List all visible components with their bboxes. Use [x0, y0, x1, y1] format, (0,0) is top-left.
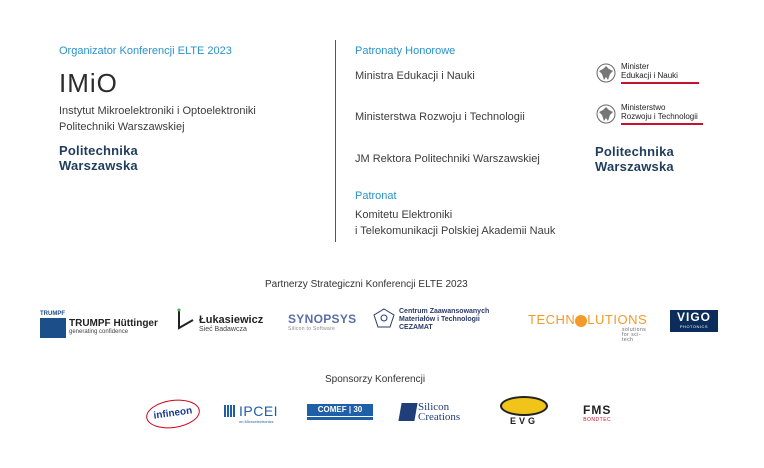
institute-line-2: Politechniki Warszawskiej [59, 121, 185, 133]
patronage-item-2: Ministerstwa Rozwoju i Technologii [355, 111, 525, 123]
pw-logo-line-2: Warszawska [59, 158, 138, 173]
ministry-development-logo [595, 103, 703, 125]
techsolutions-sub: solutions for sci-tech [622, 327, 647, 343]
patron-line-1: Komitetu Elektroniki [355, 209, 453, 221]
synopsys-name: SYNOPSYS [288, 312, 357, 326]
lukasiewicz-sub: Sieć Badawcza [199, 326, 247, 333]
trumpf-top: TRUMPF [40, 311, 65, 317]
comef-logo [307, 404, 373, 416]
imio-logo: IMiO [59, 68, 118, 98]
lukasiewicz-logo [176, 308, 263, 333]
patronage-title: Patronaty Honorowe [355, 45, 456, 57]
patronage-item-1: Ministra Edukacji i Nauki [355, 70, 475, 82]
trumpf-name: TRUMPF Hüttinger [69, 318, 158, 329]
vigo-sub: PHOTONICS [679, 324, 709, 329]
cezamat-mark-icon [373, 308, 395, 328]
ministry-development-line-1: Ministerstwo [621, 103, 666, 112]
infineon-logo: infineon [144, 396, 201, 431]
pw-logo [59, 143, 138, 173]
cezamat-line-2: Materiałów i Technologii [399, 316, 480, 323]
pw-logo-rector [595, 144, 674, 174]
ipcei-logo [224, 403, 279, 424]
trumpf-logo [40, 311, 158, 338]
ministry-education-logo [595, 62, 699, 84]
cezamat-line-3: CEZAMAT [399, 324, 433, 331]
techsolutions-logo [528, 312, 648, 343]
techsolutions-a: TECHN [528, 312, 576, 327]
patron-title: Patronat [355, 190, 397, 202]
synopsys-sub: Silicon to Software [288, 326, 336, 332]
trumpf-sub: generating confidence [69, 329, 129, 335]
sponsors-title: Sponsorzy Konferencji [325, 374, 426, 385]
organizer-title: Organizator Konferencji ELTE 2023 [59, 45, 232, 57]
evg-name: EVG [509, 416, 538, 426]
vigo-name: VIGO [676, 310, 711, 324]
silicon-line-1: Silicon [418, 401, 450, 413]
ipcei-sub: on Microelectronics [239, 419, 274, 424]
techsolutions-b: LUTIONS [587, 312, 648, 327]
vigo-logo [670, 310, 718, 332]
pw-rector-line-1: Politechnika [595, 144, 674, 159]
patron-committee [355, 207, 555, 239]
silicon-creations-logo [400, 402, 460, 422]
fms-bondtec-logo [583, 403, 611, 423]
trumpf-block-icon [40, 318, 66, 338]
ministry-development-line-2: Rozwoju i Technologii [621, 112, 698, 121]
synopsys-logo [288, 312, 356, 332]
eagle-emblem-icon [595, 103, 617, 125]
cezamat-logo [373, 308, 489, 332]
silicon-creations-mark-icon [398, 403, 417, 421]
ministry-education-line-2: Edukacji i Nauki [621, 71, 678, 80]
ministry-education-line-1: Minister [621, 62, 650, 71]
evg-logo [500, 396, 548, 426]
patron-line-2: i Telekomunikacji Polskiej Akademii Nauk [355, 225, 556, 237]
techsolutions-dot-icon [575, 315, 587, 327]
ipcei-name: IPCEI [239, 403, 279, 419]
evg-oval-icon [500, 396, 548, 416]
patronage-item-3: JM Rektora Politechniki Warszawskiej [355, 153, 540, 165]
institute-name [59, 103, 256, 135]
eagle-emblem-icon [595, 62, 617, 84]
pw-logo-line-1: Politechnika [59, 143, 138, 158]
institute-line-1: Instytut Mikroelektroniki i Optoelektroniki [59, 105, 256, 117]
pw-rector-line-2: Warszawska [595, 159, 674, 174]
column-divider [335, 40, 336, 242]
fms-sub: BONDTEC [583, 417, 612, 423]
lukasiewicz-mark-icon [176, 308, 196, 332]
fms-name: FMS [583, 403, 612, 417]
partners-title: Partnerzy Strategiczni Konferencji ELTE 2023 [265, 279, 468, 290]
cezamat-line-1: Centrum Zaawansowanych [399, 308, 490, 315]
comef-underline [307, 417, 373, 420]
comef-name: COMEF | 30 [317, 405, 363, 414]
ipcei-grid-icon [224, 405, 236, 417]
lukasiewicz-name: Łukasiewicz [199, 314, 264, 326]
silicon-line-2: Creations [418, 411, 461, 423]
